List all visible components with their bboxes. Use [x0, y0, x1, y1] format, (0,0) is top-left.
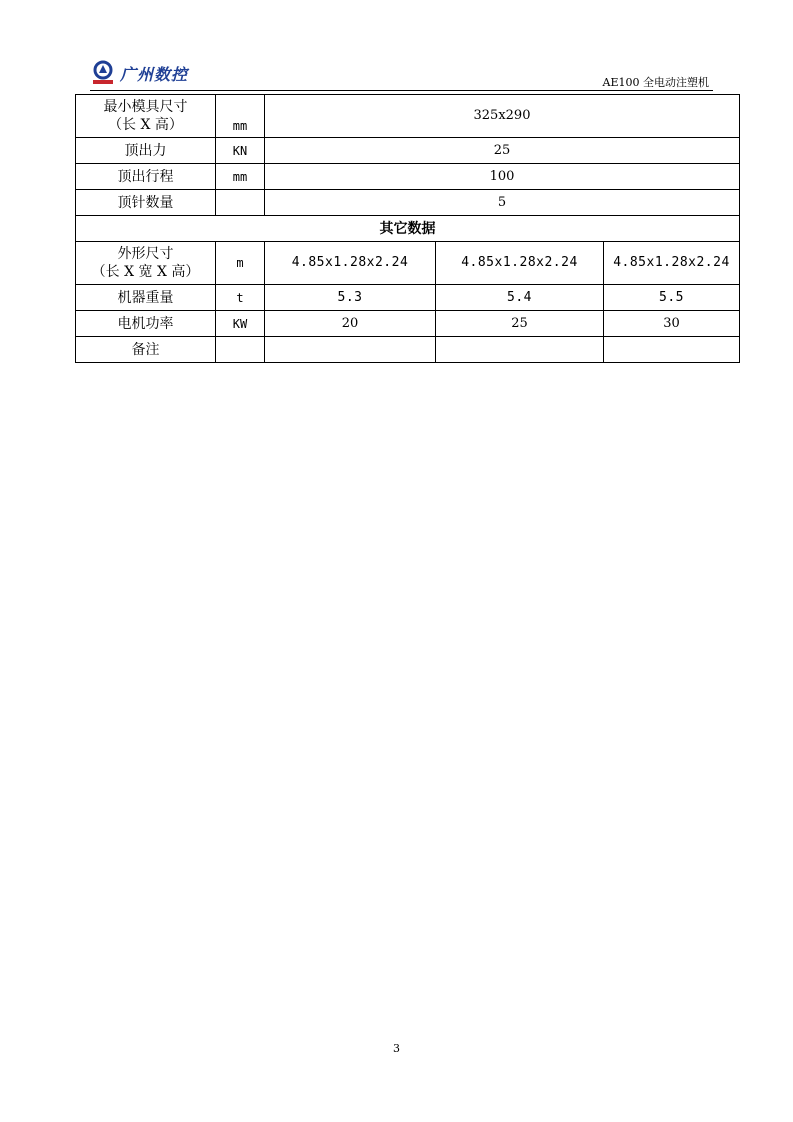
- spec-table: [75, 94, 740, 363]
- value-cell: 20: [265, 311, 436, 337]
- table-row: [76, 242, 740, 285]
- value-cell: 4.85x1.28x2.24: [265, 242, 436, 285]
- value-cell: 4.85x1.28x2.24: [436, 242, 604, 285]
- value-cell: 5: [265, 190, 740, 216]
- table-row: [76, 337, 740, 363]
- param-cell: 机器重量: [76, 285, 216, 311]
- table-row: [76, 95, 740, 138]
- unit-cell: KW: [216, 311, 265, 337]
- param-label: 外形尺寸: [117, 246, 174, 262]
- param-cell: 顶出行程: [76, 164, 216, 190]
- company-logo: [90, 58, 188, 88]
- unit-cell: m: [216, 242, 265, 285]
- param-cell: 顶针数量: [76, 190, 216, 216]
- section-title: 其它数据: [76, 216, 740, 242]
- value-cell: 30: [604, 311, 740, 337]
- value-cell: 5.5: [604, 285, 740, 311]
- unit-cell: t: [216, 285, 265, 311]
- page-number: 3: [393, 1042, 400, 1055]
- param-label: 最小模具尺寸: [103, 99, 188, 115]
- value-cell: 100: [265, 164, 740, 190]
- table-row: [76, 164, 740, 190]
- param-label-sub: （长 X 高）: [108, 117, 183, 133]
- value-cell: [604, 337, 740, 363]
- unit-cell: mm: [216, 164, 265, 190]
- param-cell: 顶出力: [76, 138, 216, 164]
- table-row: [76, 138, 740, 164]
- unit-cell: [216, 337, 265, 363]
- value-cell: 4.85x1.28x2.24: [604, 242, 740, 285]
- param-cell: [76, 242, 216, 285]
- table-row: [76, 285, 740, 311]
- document-title: AE100 全电动注塑机: [602, 76, 709, 89]
- brand-name: 广州数控: [120, 64, 189, 84]
- table-row: [76, 311, 740, 337]
- param-cell: 电机功率: [76, 311, 216, 337]
- header-rule: [90, 90, 713, 91]
- param-label-sub: （长 X 宽 X 高）: [91, 264, 200, 280]
- section-row: [76, 216, 740, 242]
- value-cell: 25: [265, 138, 740, 164]
- unit-cell: mm: [216, 95, 265, 138]
- value-cell: [265, 337, 436, 363]
- page-header: [90, 58, 713, 92]
- value-cell: 25: [436, 311, 604, 337]
- value-cell: 5.3: [265, 285, 436, 311]
- value-cell: [436, 337, 604, 363]
- logo-mark-icon: [90, 60, 116, 86]
- table-row: [76, 190, 740, 216]
- unit-cell: [216, 190, 265, 216]
- unit-cell: KN: [216, 138, 265, 164]
- value-cell: 325x290: [265, 95, 740, 138]
- value-cell: 5.4: [436, 285, 604, 311]
- param-cell: [76, 95, 216, 138]
- param-cell: 备注: [76, 337, 216, 363]
